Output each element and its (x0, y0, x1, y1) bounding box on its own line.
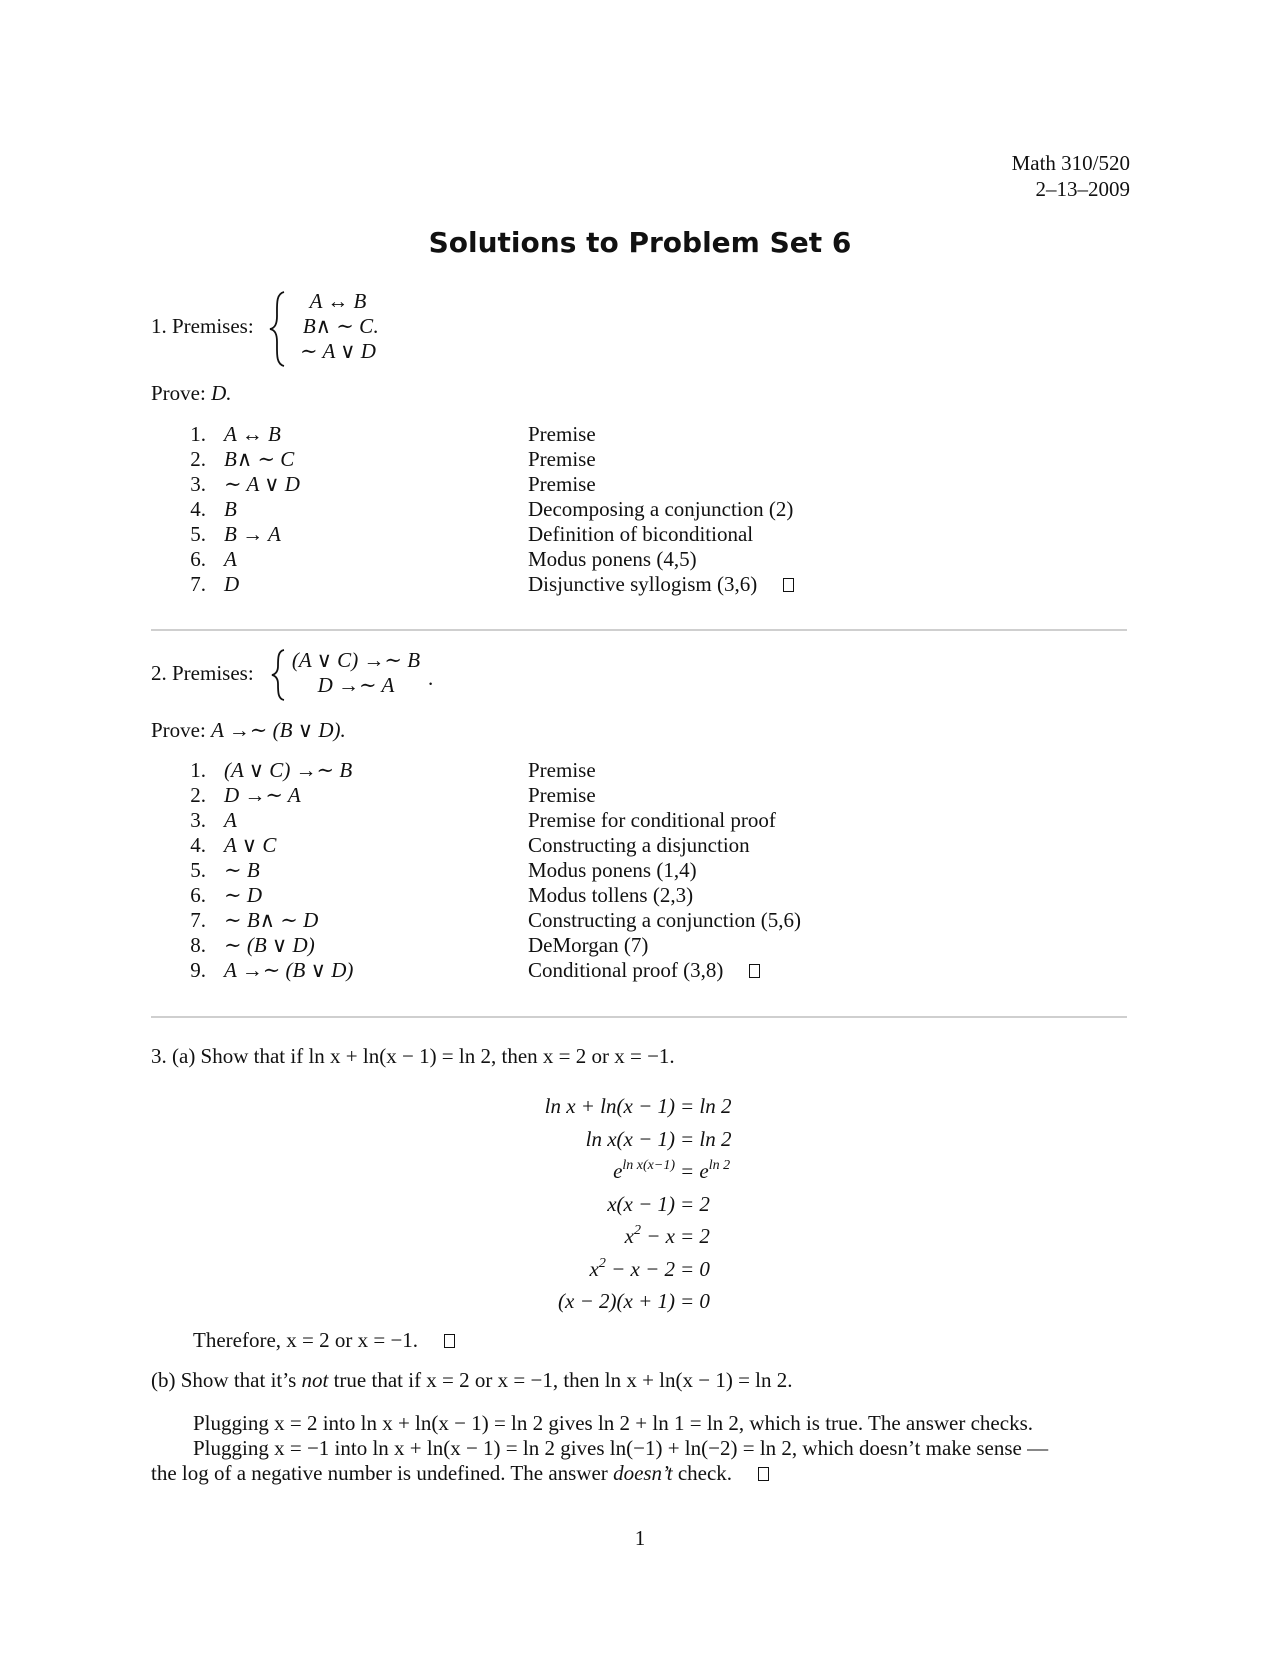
eq-rhs: = 0 (680, 1289, 710, 1313)
p1-step (180, 472, 300, 497)
eq-lhs (625, 1220, 675, 1257)
section-divider (151, 629, 1127, 631)
step-number: 4. (190, 833, 206, 857)
p2-premises-label: 2. Premises: (151, 661, 254, 685)
p2-step (180, 908, 353, 933)
p1-step (180, 422, 300, 447)
plug3-pre: the log of a negative number is undefined. The answer (151, 1461, 614, 1485)
step-number: 2. (190, 447, 206, 471)
p1-brace-icon (268, 290, 288, 368)
equation-row (520, 1155, 880, 1188)
step-reason: DeMorgan (7) (528, 933, 649, 957)
eq-exponent: 2 (634, 1223, 641, 1238)
p1-reasons (528, 422, 794, 597)
step-statement: ∼ D (224, 883, 263, 907)
step-number: 3. (190, 472, 206, 496)
step-reason: Premise (528, 447, 596, 471)
p2-step (180, 808, 353, 833)
equation-row (520, 1090, 880, 1123)
eq-lhs: (x − 2)(x + 1) (558, 1289, 675, 1313)
page-number: 1 (634, 1526, 646, 1550)
p1-step (180, 447, 300, 472)
p3-part-a: 3. (a) Show that if ln x + ln(x − 1) = ln 2, then x = 2 or x = −1. (151, 1044, 675, 1068)
p2-step (180, 933, 353, 958)
eq-rhs: = 2 (680, 1191, 710, 1216)
step-reason: Constructing a disjunction (528, 833, 750, 857)
p3-plug-3 (151, 1461, 769, 1486)
p1-premise-period: . (373, 314, 379, 338)
equation-row (520, 1220, 880, 1253)
eq-lhs: x(x − 1) (607, 1191, 675, 1216)
eq-tail: − x − 2 (605, 1256, 675, 1281)
equation-row (520, 1188, 880, 1221)
step-statement: A (224, 547, 237, 571)
eq-rhs: = 2 (680, 1224, 710, 1248)
equation-row (520, 1285, 880, 1318)
section-divider (151, 1016, 1127, 1018)
p3-part-b (151, 1368, 793, 1393)
plug3-post: check. (672, 1461, 733, 1485)
step-number: 3. (190, 808, 206, 832)
p3-plug-1: Plugging x = 2 into ln x + ln(x − 1) = ln 2 gives ln 2 + ln 1 = ln 2, which is true. The answer checks. (193, 1411, 1033, 1435)
qed-box-icon (444, 1334, 455, 1348)
p1-prove-goal: D. (211, 381, 232, 405)
step-statement: A (224, 808, 237, 832)
step-reason: Decomposing a conjunction (2) (528, 497, 794, 521)
p2-premise: D →∼ A (317, 673, 395, 697)
p2-steps (180, 758, 353, 983)
p1-step (180, 547, 300, 572)
part-b-post: true that if x = 2 or x = −1, then ln x + ln(x − 1) = ln 2. (328, 1368, 793, 1392)
eq-lhs: ln x + ln(x − 1) (544, 1094, 675, 1118)
step-reason: Modus tollens (2,3) (528, 883, 694, 907)
therefore-text: Therefore, x = 2 or x = −1. (193, 1328, 419, 1352)
step-reason: Constructing a conjunction (5,6) (528, 908, 801, 932)
step-number: 4. (190, 497, 206, 521)
header-block (1012, 150, 1130, 202)
part-b-emphasis: not (301, 1368, 329, 1392)
course-label: Math 310/520 (1011, 151, 1130, 175)
step-number: 9. (190, 958, 206, 982)
step-reason: Definition of biconditional (528, 522, 754, 546)
p3-equations (520, 1090, 880, 1318)
equation-row (520, 1123, 880, 1156)
eq-rhs (680, 1155, 730, 1192)
p2-premise-period: . (428, 666, 434, 690)
plug3-emphasis: doesn’t (613, 1461, 673, 1485)
p2-step (180, 833, 353, 858)
step-number: 1. (190, 758, 206, 782)
step-reason: Premise (528, 472, 596, 496)
step-reason: Premise (528, 422, 596, 446)
step-statement: B∧ ∼ C (224, 447, 295, 471)
eq-rhs: = ln 2 (680, 1094, 732, 1118)
eq-base: e (613, 1159, 623, 1183)
step-statement: D →∼ A (224, 783, 301, 807)
p2-prove-label: Prove: (151, 718, 206, 742)
step-statement: ∼ B∧ ∼ D (224, 908, 319, 932)
p2-premise-list (286, 648, 426, 698)
eq-exponent: ln 2 (708, 1158, 731, 1173)
p3-plug-2: Plugging x = −1 into ln x + ln(x − 1) = ln 2 gives ln(−1) + ln(−2) = ln 2, which doesn’t make sense — (193, 1436, 1049, 1460)
p2-step (180, 758, 353, 783)
p2-step (180, 958, 353, 983)
step-statement: B (224, 497, 237, 521)
step-number: 1. (190, 422, 206, 446)
step-statement: B → A (224, 522, 281, 546)
step-reason: Disjunctive syllogism (3,6) (528, 572, 758, 596)
p1-step (180, 497, 300, 522)
step-reason: Premise (528, 758, 596, 782)
equation-row (520, 1253, 880, 1286)
step-number: 5. (190, 858, 206, 882)
eq-base: x (624, 1224, 634, 1248)
p2-premise: (A ∨ C) →∼ B (291, 648, 421, 672)
p2-prove-goal: A →∼ (B ∨ D). (211, 718, 346, 742)
step-reason: Modus ponens (4,5) (528, 547, 697, 571)
step-number: 6. (190, 547, 206, 571)
step-reason: Premise (528, 783, 596, 807)
p3-therefore (193, 1328, 455, 1353)
p2-step (180, 883, 353, 908)
step-statement: A ↔ B (224, 422, 281, 446)
step-statement: D (224, 572, 240, 596)
p1-premise: A ↔ B (309, 289, 367, 313)
step-reason: Conditional proof (3,8) (528, 958, 724, 982)
eq-lhs (613, 1155, 675, 1192)
step-number: 8. (190, 933, 206, 957)
step-number: 7. (190, 572, 206, 596)
p2-prove (151, 718, 346, 743)
p1-prove (151, 381, 232, 406)
step-statement: A ∨ C (224, 833, 277, 857)
p1-step (180, 522, 300, 547)
qed-box-icon (783, 578, 794, 592)
part-b-pre: (b) Show that it’s (151, 1368, 302, 1392)
eq-lhs (590, 1253, 676, 1290)
p2-step (180, 858, 353, 883)
step-statement: ∼ (B ∨ D) (224, 933, 315, 957)
step-number: 2. (190, 783, 206, 807)
p1-premises-label: 1. Premises: (151, 314, 254, 338)
p1-prove-label: Prove: (151, 381, 206, 405)
eq-base: x (589, 1256, 599, 1281)
p1-steps (180, 422, 300, 597)
step-number: 6. (190, 883, 206, 907)
qed-box-icon (758, 1467, 769, 1481)
p2-brace-icon (270, 648, 286, 702)
step-number: 7. (190, 908, 206, 932)
p1-premise: ∼ A ∨ D (300, 339, 376, 363)
page-title: Solutions to Problem Set 6 (428, 226, 852, 259)
p1-premise-list (290, 289, 386, 364)
eq-exponent: ln x(x−1) (622, 1158, 675, 1173)
date-label: 2–13–2009 (1035, 177, 1130, 201)
p1-premise: B∧ ∼ C (302, 314, 374, 338)
step-statement: (A ∨ C) →∼ B (224, 758, 353, 782)
step-statement: ∼ B (224, 858, 260, 882)
eq-exponent: 2 (598, 1255, 606, 1271)
step-statement: A →∼ (B ∨ D) (224, 958, 354, 982)
qed-box-icon (749, 964, 760, 978)
p2-step (180, 783, 353, 808)
eq-tail: − x (641, 1224, 675, 1248)
eq-rhs: = ln 2 (680, 1126, 732, 1151)
step-number: 5. (190, 522, 206, 546)
p2-reasons (528, 758, 801, 983)
p1-step (180, 572, 300, 597)
step-reason: Modus ponens (1,4) (528, 858, 697, 882)
step-reason: Premise for conditional proof (528, 808, 776, 832)
step-statement: ∼ A ∨ D (224, 472, 300, 496)
eq-base: = e (680, 1159, 709, 1183)
eq-lhs: ln x(x − 1) (585, 1126, 675, 1151)
eq-rhs: = 0 (680, 1256, 710, 1281)
